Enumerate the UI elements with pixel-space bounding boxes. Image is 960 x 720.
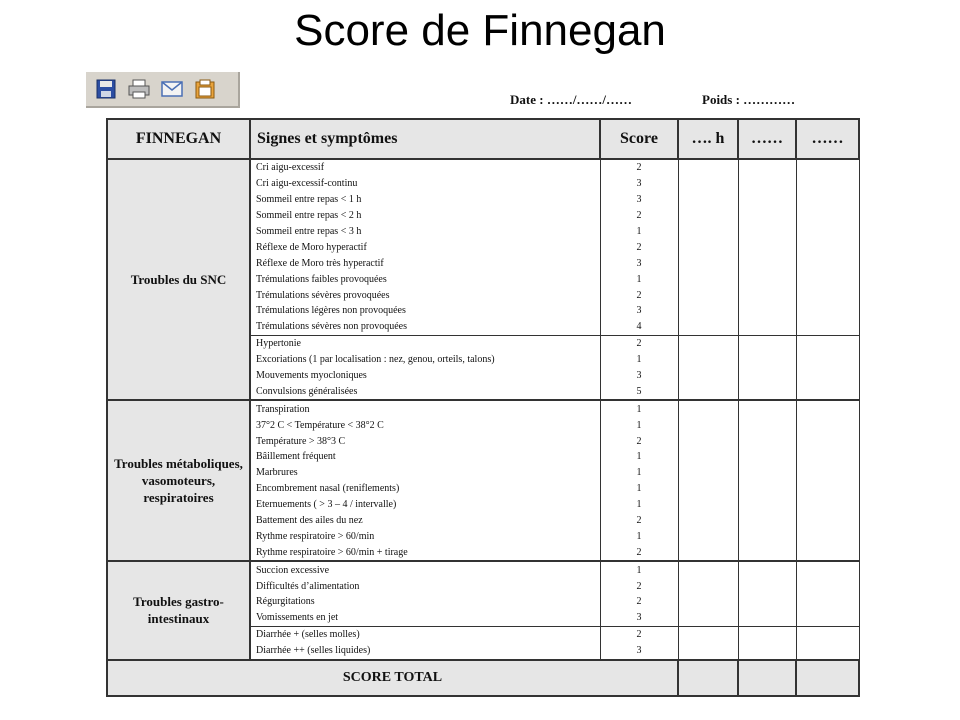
score-value: 3 — [600, 610, 678, 626]
score-entry-cell-1[interactable] — [678, 208, 738, 224]
document-toolbar — [86, 72, 240, 108]
table-row — [107, 561, 859, 578]
score-entry-cell-2[interactable] — [738, 544, 796, 561]
score-entry-cell-3[interactable] — [796, 643, 859, 660]
total-row — [107, 660, 859, 696]
score-entry-cell-2[interactable] — [738, 352, 796, 368]
score-entry-cell-3[interactable] — [796, 383, 859, 400]
score-entry-cell-3[interactable] — [796, 159, 859, 176]
score-value: 2 — [600, 578, 678, 594]
score-entry-cell-3[interactable] — [796, 271, 859, 287]
score-entry-cell-3[interactable] — [796, 287, 859, 303]
symptom-label: Cri aigu-excessif-continu — [250, 176, 600, 192]
symptom-label: Mouvements myocloniques — [250, 368, 600, 384]
score-entry-cell-3[interactable] — [796, 594, 859, 610]
symptom-label: Trémulations légères non provoquées — [250, 303, 600, 319]
score-value: 2 — [600, 335, 678, 351]
symptom-label: Battement des ailes du nez — [250, 513, 600, 529]
score-entry-cell-1[interactable] — [678, 643, 738, 660]
score-value: 3 — [600, 303, 678, 319]
score-entry-cell-3[interactable] — [796, 465, 859, 481]
score-entry-cell-1[interactable] — [678, 513, 738, 529]
print-icon[interactable] — [125, 76, 153, 102]
score-value: 3 — [600, 643, 678, 660]
total-label: SCORE TOTAL — [107, 660, 678, 696]
score-entry-cell-2[interactable] — [738, 239, 796, 255]
score-entry-cell-1[interactable] — [678, 335, 738, 351]
score-entry-cell-2[interactable] — [738, 159, 796, 176]
slide-title: Score de Finnegan — [294, 6, 666, 55]
score-entry-cell-3[interactable] — [796, 335, 859, 351]
score-entry-cell-1[interactable] — [678, 287, 738, 303]
score-entry-cell-3[interactable] — [796, 528, 859, 544]
score-entry-cell-3[interactable] — [796, 239, 859, 255]
finnegan-table — [106, 118, 860, 697]
score-value: 2 — [600, 433, 678, 449]
table-body — [107, 159, 859, 696]
score-entry-cell-1[interactable] — [678, 255, 738, 271]
symptom-label: Convulsions généralisées — [250, 383, 600, 400]
symptom-label: Excoriations (1 par localisation : nez, genou, orteils, talons) — [250, 352, 600, 368]
category-label: Troubles du SNC — [107, 159, 250, 400]
header-category: FINNEGAN — [107, 119, 250, 159]
symptom-label: Sommeil entre repas < 1 h — [250, 192, 600, 208]
score-entry-cell-3[interactable] — [796, 481, 859, 497]
score-value: 1 — [600, 352, 678, 368]
score-entry-cell-3[interactable] — [796, 208, 859, 224]
score-entry-cell-2[interactable] — [738, 594, 796, 610]
score-entry-cell-1[interactable] — [678, 465, 738, 481]
score-entry-cell-1[interactable] — [678, 303, 738, 319]
score-value: 1 — [600, 224, 678, 240]
score-entry-cell-3[interactable] — [796, 319, 859, 335]
score-entry-cell-2[interactable] — [738, 643, 796, 660]
score-entry-cell-1[interactable] — [678, 192, 738, 208]
score-entry-cell-1[interactable] — [678, 449, 738, 465]
score-entry-cell-2[interactable] — [738, 271, 796, 287]
total-cell-3[interactable] — [796, 660, 859, 696]
score-entry-cell-1[interactable] — [678, 497, 738, 513]
symptom-label: Hypertonie — [250, 335, 600, 351]
symptom-label: Sommeil entre repas < 2 h — [250, 208, 600, 224]
score-entry-cell-1[interactable] — [678, 578, 738, 594]
score-value: 1 — [600, 497, 678, 513]
score-entry-cell-1[interactable] — [678, 400, 738, 417]
save-icon[interactable] — [92, 76, 120, 102]
score-value: 1 — [600, 481, 678, 497]
score-entry-cell-3[interactable] — [796, 417, 859, 433]
score-entry-cell-3[interactable] — [796, 192, 859, 208]
symptom-label: Réflexe de Moro hyperactif — [250, 239, 600, 255]
score-value: 1 — [600, 271, 678, 287]
score-entry-cell-2[interactable] — [738, 176, 796, 192]
score-entry-cell-2[interactable] — [738, 400, 796, 417]
category-label: Troubles gastro-intestinaux — [107, 561, 250, 659]
score-entry-cell-1[interactable] — [678, 433, 738, 449]
score-value: 1 — [600, 528, 678, 544]
score-entry-cell-1[interactable] — [678, 368, 738, 384]
score-entry-cell-2[interactable] — [738, 465, 796, 481]
score-entry-cell-3[interactable] — [796, 626, 859, 642]
weight-field: Poids : ………… — [702, 92, 796, 107]
symptom-label: Transpiration — [250, 400, 600, 417]
score-entry-cell-1[interactable] — [678, 610, 738, 626]
score-entry-cell-3[interactable] — [796, 368, 859, 384]
symptom-label: Bâillement fréquent — [250, 449, 600, 465]
email-icon[interactable] — [158, 76, 186, 102]
symptom-label: Régurgitations — [250, 594, 600, 610]
score-entry-cell-2[interactable] — [738, 417, 796, 433]
score-entry-cell-2[interactable] — [738, 208, 796, 224]
score-value: 3 — [600, 368, 678, 384]
symptom-label: Réflexe de Moro très hyperactif — [250, 255, 600, 271]
score-value: 2 — [600, 208, 678, 224]
score-entry-cell-2[interactable] — [738, 561, 796, 578]
score-value: 1 — [600, 465, 678, 481]
score-entry-cell-1[interactable] — [678, 594, 738, 610]
score-value: 2 — [600, 594, 678, 610]
score-entry-cell-1[interactable] — [678, 626, 738, 642]
score-entry-cell-1[interactable] — [678, 224, 738, 240]
score-entry-cell-3[interactable] — [796, 433, 859, 449]
score-entry-cell-2[interactable] — [738, 433, 796, 449]
score-entry-cell-1[interactable] — [678, 528, 738, 544]
score-entry-cell-3[interactable] — [796, 513, 859, 529]
score-entry-cell-3[interactable] — [796, 561, 859, 578]
score-entry-cell-1[interactable] — [678, 319, 738, 335]
score-entry-cell-2[interactable] — [738, 192, 796, 208]
score-entry-cell-1[interactable] — [678, 352, 738, 368]
score-value: 3 — [600, 192, 678, 208]
score-entry-cell-1[interactable] — [678, 176, 738, 192]
score-entry-cell-2[interactable] — [738, 303, 796, 319]
score-value: 1 — [600, 417, 678, 433]
total-cell-2[interactable] — [738, 660, 796, 696]
score-entry-cell-2[interactable] — [738, 497, 796, 513]
score-entry-cell-3[interactable] — [796, 255, 859, 271]
score-value: 2 — [600, 544, 678, 561]
symptom-label: Encombrement nasal (reniflements) — [250, 481, 600, 497]
score-entry-cell-2[interactable] — [738, 578, 796, 594]
score-entry-cell-2[interactable] — [738, 319, 796, 335]
symptom-label: Trémulations sévères non provoquées — [250, 319, 600, 335]
score-value: 4 — [600, 319, 678, 335]
total-cell-1[interactable] — [678, 660, 738, 696]
table-header-row — [107, 119, 859, 159]
symptom-label: Eternuements ( > 3 – 4 / intervalle) — [250, 497, 600, 513]
score-value: 2 — [600, 159, 678, 176]
score-entry-cell-2[interactable] — [738, 610, 796, 626]
score-entry-cell-3[interactable] — [796, 352, 859, 368]
symptom-label: Trémulations faibles provoquées — [250, 271, 600, 287]
score-entry-cell-3[interactable] — [796, 449, 859, 465]
score-entry-cell-3[interactable] — [796, 176, 859, 192]
symptom-label: Trémulations sévères provoquées — [250, 287, 600, 303]
symptom-label: Diarrhée ++ (selles liquides) — [250, 643, 600, 660]
score-entry-cell-3[interactable] — [796, 610, 859, 626]
score-value: 3 — [600, 176, 678, 192]
symptom-label: Diarrhée + (selles molles) — [250, 626, 600, 642]
score-entry-cell-1[interactable] — [678, 239, 738, 255]
score-value: 1 — [600, 449, 678, 465]
score-entry-cell-3[interactable] — [796, 544, 859, 561]
score-entry-cell-3[interactable] — [796, 224, 859, 240]
score-entry-cell-1[interactable] — [678, 159, 738, 176]
clipboard-icon[interactable] — [191, 76, 219, 102]
date-field: Date : ……/……/…… — [510, 92, 633, 107]
header-col1: …. h — [678, 119, 738, 159]
score-value: 1 — [600, 561, 678, 578]
score-entry-cell-2[interactable] — [738, 449, 796, 465]
score-value: 1 — [600, 400, 678, 417]
score-entry-cell-1[interactable] — [678, 561, 738, 578]
header-col3: …… — [796, 119, 859, 159]
score-entry-cell-1[interactable] — [678, 383, 738, 400]
score-entry-cell-2[interactable] — [738, 368, 796, 384]
symptom-label: Rythme respiratoire > 60/min — [250, 528, 600, 544]
score-entry-cell-2[interactable] — [738, 335, 796, 351]
header-col2: …… — [738, 119, 796, 159]
score-value: 2 — [600, 513, 678, 529]
score-entry-cell-2[interactable] — [738, 255, 796, 271]
score-entry-cell-1[interactable] — [678, 481, 738, 497]
symptom-label: Température > 38°3 C — [250, 433, 600, 449]
score-entry-cell-1[interactable] — [678, 417, 738, 433]
score-entry-cell-1[interactable] — [678, 271, 738, 287]
symptom-label: Sommeil entre repas < 3 h — [250, 224, 600, 240]
score-entry-cell-2[interactable] — [738, 287, 796, 303]
score-entry-cell-3[interactable] — [796, 497, 859, 513]
score-value: 3 — [600, 255, 678, 271]
table-row — [107, 159, 859, 176]
score-entry-cell-2[interactable] — [738, 224, 796, 240]
score-entry-cell-2[interactable] — [738, 528, 796, 544]
score-entry-cell-2[interactable] — [738, 481, 796, 497]
symptom-label: Difficultés d’alimentation — [250, 578, 600, 594]
score-value: 2 — [600, 626, 678, 642]
score-entry-cell-2[interactable] — [738, 513, 796, 529]
header-symptoms: Signes et symptômes — [250, 119, 600, 159]
symptom-label: Succion excessive — [250, 561, 600, 578]
score-value: 2 — [600, 287, 678, 303]
score-value: 5 — [600, 383, 678, 400]
score-value: 2 — [600, 239, 678, 255]
score-entry-cell-1[interactable] — [678, 544, 738, 561]
symptom-label: Marbrures — [250, 465, 600, 481]
symptom-label: Vomissements en jet — [250, 610, 600, 626]
score-entry-cell-2[interactable] — [738, 383, 796, 400]
symptom-label: 37°2 C < Température < 38°2 C — [250, 417, 600, 433]
score-entry-cell-3[interactable] — [796, 578, 859, 594]
category-label: Troubles métaboliques, vasomoteurs, respiratoires — [107, 400, 250, 561]
symptom-label: Rythme respiratoire > 60/min + tirage — [250, 544, 600, 561]
header-score: Score — [600, 119, 678, 159]
score-entry-cell-2[interactable] — [738, 626, 796, 642]
score-entry-cell-3[interactable] — [796, 400, 859, 417]
table-row — [107, 400, 859, 417]
symptom-label: Cri aigu-excessif — [250, 159, 600, 176]
score-entry-cell-3[interactable] — [796, 303, 859, 319]
